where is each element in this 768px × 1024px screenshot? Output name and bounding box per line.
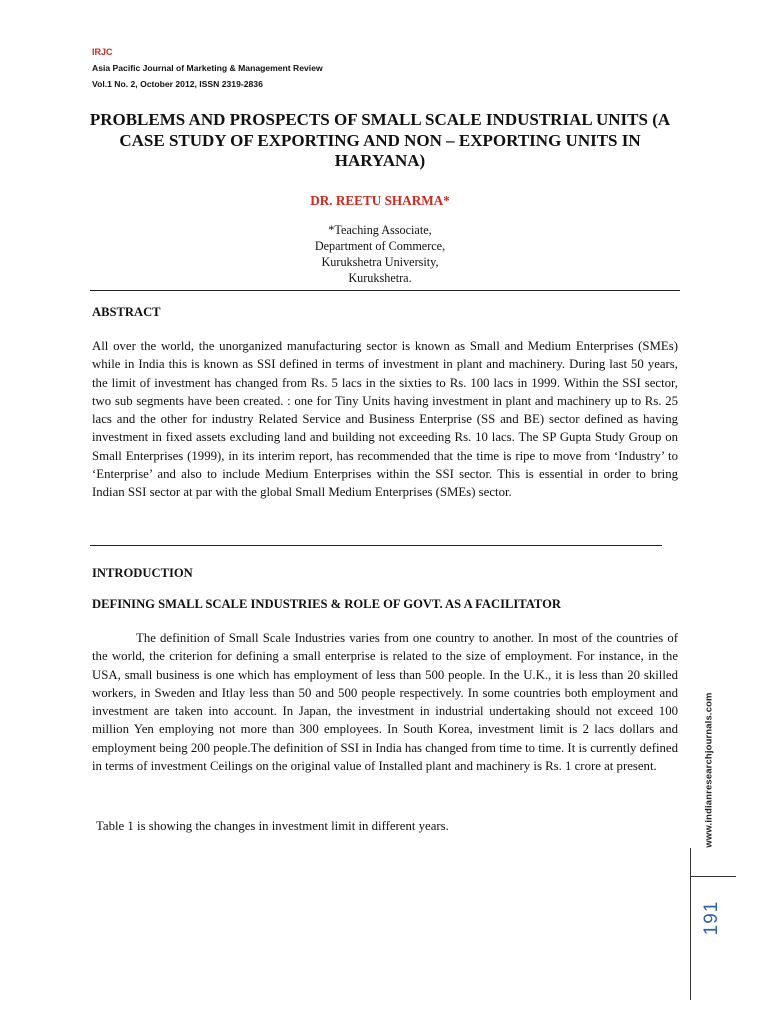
page-number-rule (690, 848, 691, 1000)
journal-name: Asia Pacific Journal of Marketing & Management Review (92, 63, 323, 73)
affiliation-line: *Teaching Associate, (328, 223, 432, 237)
page-number: 191 (701, 900, 722, 936)
author-affiliation (80, 222, 680, 286)
affiliation-line: Kurukshetra University, (321, 255, 439, 270)
journal-website-url: www.indianresearchjournals.com (702, 692, 714, 848)
table-reference-note: Table 1 is showing the changes in investment limit in different years. (96, 819, 449, 833)
section-divider-abstract (90, 545, 662, 546)
definition-subheading: DEFINING SMALL SCALE INDUSTRIES & ROLE OF GOVT. AS A FACILITATOR (92, 597, 561, 611)
journal-tag: IRJC (92, 47, 113, 57)
issue-info: Vol.1 No. 2, October 2012, ISSN 2319-2836 (92, 79, 263, 89)
paper-title: PROBLEMS AND PROSPECTS OF SMALL SCALE INDUSTRIAL UNITS (A CASE STUDY OF EXPORTING AND NON – EXPORTING UNITS IN HARYANA) (89, 110, 671, 170)
affiliation-line: Department of Commerce, (314, 239, 446, 254)
journal-header (92, 44, 323, 92)
definition-paragraph: The definition of Small Scale Industries varies from one country to another. In most of the countries of the world, the criterion for defining a small enterprise is related to the size of employment. For instance, in the USA, small business is one which has employment of less than 500 people. In the U.K., it is less than 20 skilled workers, in Sweden and Itlay less than 50 and 500 people respectively. In some countries both employment and investment are taken into account. In Japan, the investment in industrial undertaking should not exceed 100 million Yen employing not more than 300 employees. In South Korea, investment limit is 2 lacs dollars and employment being 200 people.The definition of SSI in India has changed from time to time. It is currently defined in terms of investment Ceilings on the original value of Installed plant and machinery is Rs. 1 crore at present. (92, 631, 678, 774)
abstract-paragraph: All over the world, the unorganized manufacturing sector is known as Small and Medium Enterprises (SMEs) while in India this is known as SSI defined in terms of investment in plant and machinery. During last 50 years, the limit of investment has changed from Rs. 5 lacs in the sixties to Rs. 100 lacs in 1999. Within the SSI sector, two sub segments have been created. : one for Tiny Units having investment in plant and machinery up to Rs. 25 lacs and the other for industry Related Service and Business Enterprise (SS and BE) sector defined as having investment in fixed assets excluding land and building not exceeding Rs. 10 lacs. The SP Gupta Study Group on Small Enterprises (1999), in its interim report, has recommended that the time is ripe to move from ‘Industry’ to ‘Enterprise’ and also to include Medium Enterprises within the SSI sector. This is essential in order to bring Indian SSI sector at par with the global Small Medium Enterprises (SMEs) sector. (92, 339, 678, 500)
introduction-heading: INTRODUCTION (92, 566, 193, 580)
author-name: DR. REETU SHARMA* (310, 193, 450, 208)
affiliation-line: Kurukshetra. (348, 271, 412, 286)
section-divider-top (90, 290, 680, 291)
abstract-heading: ABSTRACT (92, 305, 161, 319)
page-number-tick (690, 876, 736, 877)
